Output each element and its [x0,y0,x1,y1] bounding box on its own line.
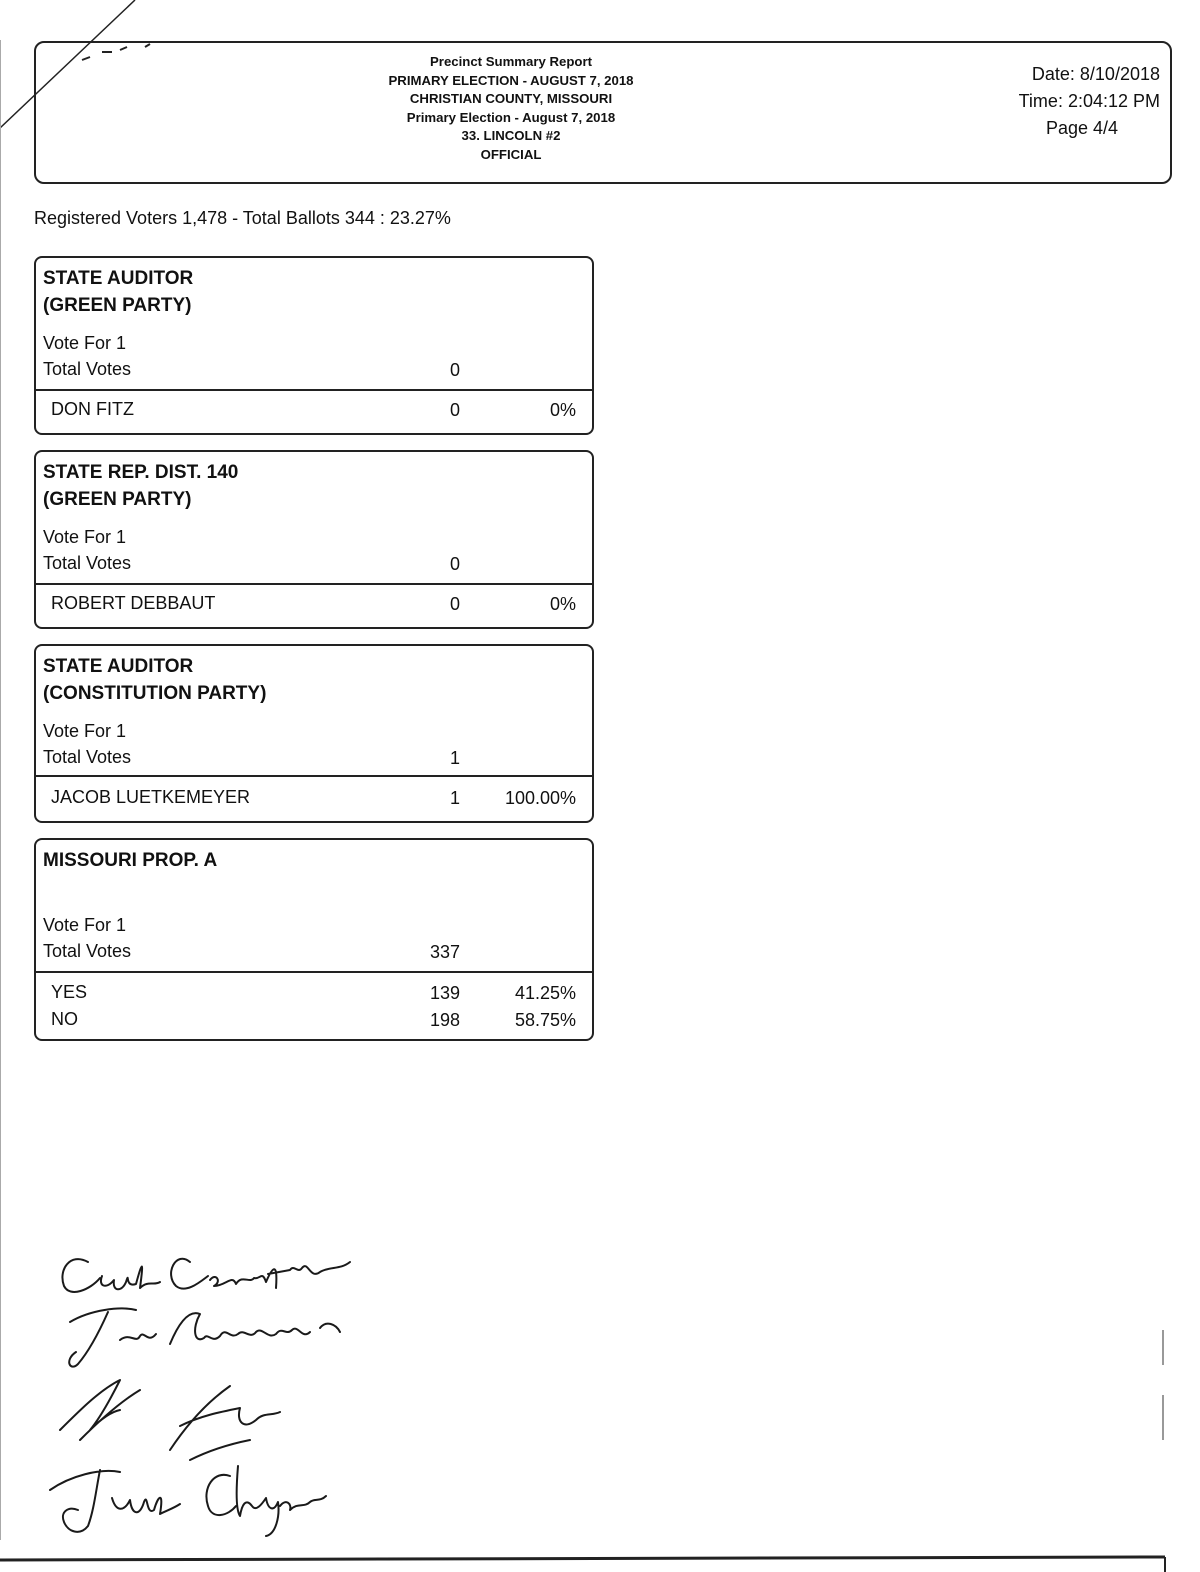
report-title: Precinct Summary Report [430,54,592,69]
candidate-percent: 100.00% [504,788,576,808]
candidate-votes: 0 [449,594,460,614]
candidate-name: DON FITZ [51,399,134,419]
contest-title: MISSOURI PROP. A [43,850,218,871]
divider [36,971,592,973]
vote-for: Vote For 1 [43,333,127,353]
turnout-summary: Registered Voters 1,478 - Total Ballots 344 : 23.27% [34,208,451,228]
signature-1 [62,1259,350,1292]
total-votes-label: Total Votes [43,359,132,379]
choice-name: YES [51,982,88,1002]
official-label: OFFICIAL [480,146,542,162]
page-number: Page 4/4 [1045,118,1118,138]
divider [36,389,592,391]
candidate-percent: 0% [549,400,576,420]
total-votes-label: Total Votes [43,553,132,573]
candidate-votes: 0 [449,400,460,420]
candidate-votes: 1 [449,788,460,808]
choice-votes: 139 [429,983,460,1003]
signature-2 [69,1309,340,1367]
choice-percent: 41.25% [514,983,576,1003]
election-name: PRIMARY ELECTION - AUGUST 7, 2018 [388,72,634,88]
total-votes-label: Total Votes [43,941,132,961]
precinct-name: 33. LINCOLN #2 [461,128,561,144]
vote-for: Vote For 1 [43,527,127,547]
contest-title: STATE REP. DIST. 140 (GREEN PARTY) [43,462,239,510]
report-time: Time: 2:04:12 PM [1018,91,1160,111]
signature-3 [60,1380,280,1460]
vote-for: Vote For 1 [43,915,127,935]
contest-title: STATE AUDITOR (GREEN PARTY) [43,268,194,316]
divider [36,583,592,585]
vote-for: Vote For 1 [43,721,127,741]
total-votes-value: 0 [449,554,460,574]
total-votes-value: 0 [449,360,460,380]
handwritten-signatures [40,1240,420,1540]
choice-name: NO [51,1009,78,1029]
report-title-block [346,53,676,165]
report-header [34,41,1172,184]
county-name: CHRISTIAN COUNTY, MISSOURI [409,91,613,107]
report-meta [1019,61,1160,142]
contest-state-auditor-green [34,256,594,435]
choice-votes: 198 [429,1010,460,1030]
signature-4 [50,1466,326,1536]
total-votes-value: 1 [449,748,460,768]
total-votes-value: 337 [429,942,460,962]
report-date: Date: 8/10/2018 [1031,64,1160,84]
contest-state-auditor-constitution [34,644,594,823]
total-votes-label: Total Votes [43,747,132,767]
divider [36,775,592,777]
candidate-percent: 0% [549,594,576,614]
contest-missouri-prop-a [34,838,594,1041]
contest-title: STATE AUDITOR (CONSTITUTION PARTY) [43,656,267,704]
election-subtitle: Primary Election - August 7, 2018 [406,109,616,125]
candidate-name: JACOB LUETKEMEYER [51,787,251,807]
contest-state-rep-140-green [34,450,594,629]
choice-percent: 58.75% [514,1010,576,1030]
candidate-name: ROBERT DEBBAUT [51,593,216,613]
